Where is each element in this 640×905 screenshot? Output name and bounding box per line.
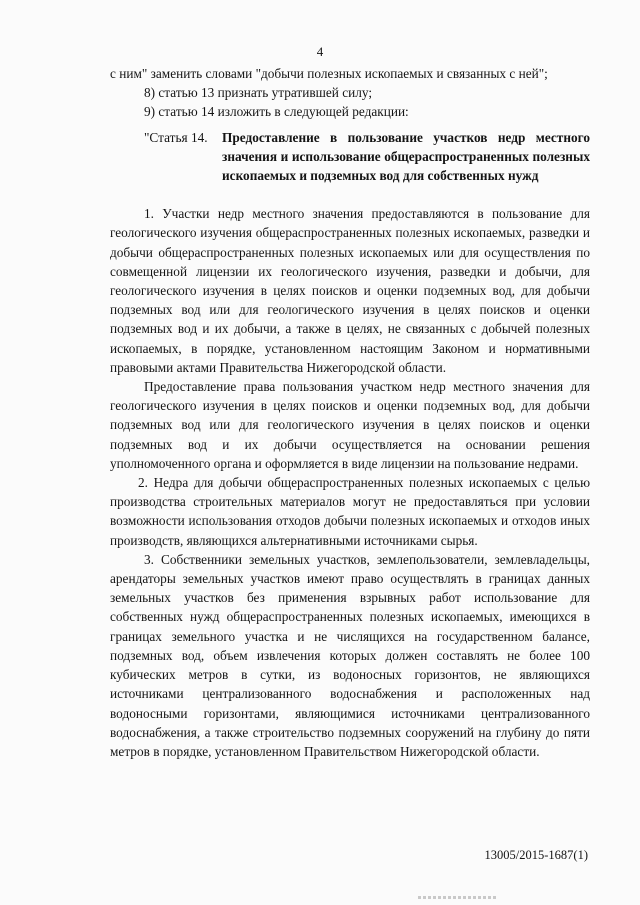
amendment-item-8: 8) статью 13 признать утратившей силу;: [144, 85, 373, 101]
article-title: Предоставление в пользование участков недр местного значения и использование общераспространенных полезных ископаемых и подземных вод для собственных нужд: [222, 129, 590, 184]
document-body: [110, 64, 590, 761]
amendment-continuation: с ним" заменить словами "добычи полезных ископаемых и связанных с ней";: [110, 66, 548, 81]
paragraph-1-continued: Предоставление права пользования участком недр местного значения для геологического изучения в целях поисков и оценки подземных вод, для добычи подземных вод или для геологического изучения в целях поисков и оценки подземных вод и их добычи осуществляется на основании решения уполномоченного органа и оформляется в виде лицензии на пользование недрами.: [110, 379, 590, 471]
article-heading: [110, 128, 590, 186]
paragraph-1: 1. Участки недр местного значения предоставляются в пользование для геологического изучения общераспространенных полезных ископаемых, разведки и добычи общераспространенных полезных ископаемых или для осуществления по совмещенной лицензии их геологического изучения, разведки и добычи, для геологического изучения в целях поисков и оценки подземных вод, для добычи подземных вод или для геологического изучения в целях поисков и оценки подземных вод и их добычи, а также в целях, не связанных с добычей полезных ископаемых, в порядке, установленном настоящим Законом и нормативными правовыми актами Правительства Нижегородской области.: [110, 206, 590, 375]
paragraph-2: 2. Недра для добычи общераспространенных полезных ископаемых с целью производства строительных материалов могут не предоставляться при условии возможности использования отходов добычи полезных ископаемых и отходов иных производств, являющихся альтернативными источниками сырья.: [110, 475, 590, 548]
article-label: "Статья 14.: [144, 129, 208, 145]
amendment-item-9: 9) статью 14 изложить в следующей редакции:: [144, 104, 409, 120]
document-reference-number: 13005/2015-1687(1): [484, 848, 588, 862]
page-number: 4: [316, 44, 324, 59]
scan-artifact-mark: [418, 896, 498, 899]
paragraph-3: 3. Собственники земельных участков, землепользователи, землевладельцы, арендаторы земельных участков имеют право осуществлять в границах данных земельных участков без применения взрывных работ использование для собственных нужд общераспространенных полезных ископаемых, имеющихся в границах земельного участка и не числящихся на государственном балансе, подземных вод, объем извлечения которых должен составлять не более 100 кубических метров в сутки, из водоносных горизонтов, не являющихся источниками централизованного водоснабжения и расположенных над водоносными горизонтами, являющимися источниками централизованного водоснабжения, а также строительство подземных сооружений на глубину до пяти метров в порядке, установленном Правительством Нижегородской области.: [110, 551, 590, 759]
